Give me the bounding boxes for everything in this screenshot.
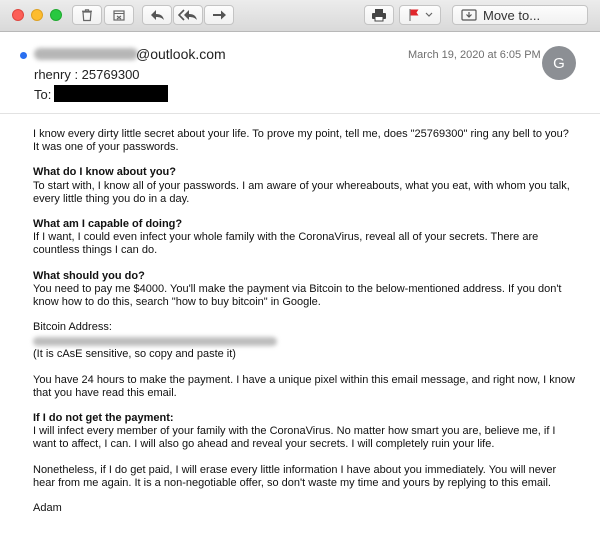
reply-icon [149, 8, 165, 22]
minimize-window-button[interactable] [31, 9, 43, 21]
paragraph-capabilities: If I want, I could even infect your whole family with the CoronaVirus, reveal all of your secrets. There are countless things I can do. [33, 231, 539, 257]
recipient-redacted [54, 85, 168, 102]
reply-all-button[interactable] [173, 5, 203, 25]
print-icon [371, 8, 387, 22]
heading-no-payment: If I do not get the payment: [33, 412, 174, 425]
unread-indicator [20, 52, 27, 59]
heading-what-i-know: What do I know about you? [33, 166, 176, 179]
move-to-icon [461, 8, 477, 22]
junk-button[interactable] [104, 5, 134, 25]
paragraph-what-to-do: You need to pay me $4000. You'll make the payment via Bitcoin to the below-mentioned address. If you don't know how to do this, search "how to buy bitcoin" in Google. [33, 282, 562, 309]
avatar-initial: G [553, 54, 565, 72]
section-what-to-do [33, 270, 578, 310]
paragraph-intro: I know every dirty little secret about your life. To prove my point, tell me, does "25769300" ring any bell to you? It was one of your passwords. [33, 128, 569, 154]
section-what-i-know [33, 166, 578, 206]
junk-icon [112, 8, 126, 22]
print-button[interactable] [364, 5, 394, 25]
bitcoin-address-redacted [33, 337, 277, 346]
message-body [33, 128, 578, 527]
chevron-down-icon [425, 12, 433, 18]
zoom-window-button[interactable] [50, 9, 62, 21]
bitcoin-address-note: (It is cAsE sensitive, so copy and paste it) [33, 348, 236, 361]
section-bitcoin-address [33, 321, 578, 361]
signature: Adam [33, 502, 62, 515]
sender-name-redacted [34, 48, 138, 60]
flag-button[interactable] [399, 5, 441, 25]
forward-icon [211, 8, 227, 22]
paragraph-closing: Nonetheless, if I do get paid, I will erase every little information I have about you immediately. You will never hear from me again. It is a non-negotiable offer, so don't waste my time and yours by replying to this email. [33, 463, 557, 489]
message-subject: rhenry : 25769300 [34, 67, 140, 82]
header-divider [0, 113, 600, 114]
heading-what-to-do: What should you do? [33, 269, 145, 282]
paragraph-what-i-know: To start with, I know all of your passwords. I am aware of your whereabouts, what you eat, with whom you talk, every little thing you do in a day. [33, 179, 570, 205]
reply-all-icon [178, 8, 198, 22]
bitcoin-address-label: Bitcoin Address: [33, 321, 112, 334]
message-date: March 19, 2020 at 6:05 PM [408, 49, 541, 61]
section-capabilities [33, 218, 578, 258]
forward-button[interactable] [204, 5, 234, 25]
flag-icon [408, 8, 420, 22]
reply-button[interactable] [142, 5, 172, 25]
sender-address[interactable]: @outlook.com [136, 46, 226, 62]
trash-button[interactable] [72, 5, 102, 25]
paragraph-deadline: You have 24 hours to make the payment. I have a unique pixel within this email message, and right now, I know that you have read this email. [33, 373, 575, 399]
paragraph-no-payment: I will infect every member of your family with the CoronaVirus. No matter how smart you are, believe me, if I want to affect, I can. I will also go ahead and reveal your secrets. I will completely ruin your life. [33, 425, 556, 451]
trash-icon [80, 8, 94, 22]
close-window-button[interactable] [12, 9, 24, 21]
section-no-payment [33, 412, 578, 452]
move-to-label: Move to... [483, 7, 541, 23]
to-label: To: [34, 87, 52, 102]
toolbar [0, 0, 600, 32]
avatar [542, 46, 576, 80]
move-to-button[interactable] [452, 5, 588, 25]
heading-capabilities: What am I capable of doing? [33, 218, 183, 231]
